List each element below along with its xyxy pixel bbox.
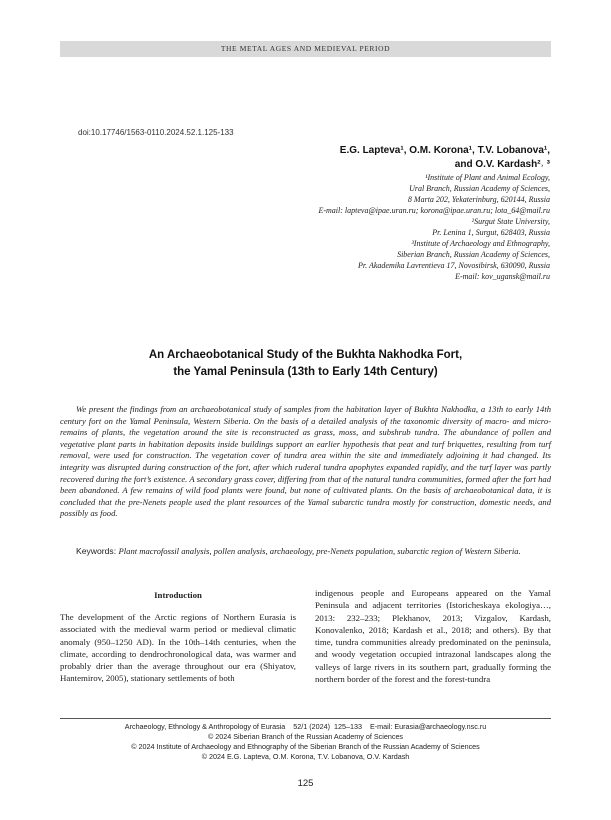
affiliation-line: Pr. Akademika Lavrentieva 17, Novosibirsk, 630090, Russia xyxy=(358,261,550,270)
affiliation-line: 8 Marta 202, Yekaterinburg, 620144, Russia xyxy=(407,195,550,204)
keywords xyxy=(60,546,551,558)
footer-divider xyxy=(60,718,551,719)
footer-journal-line: Archaeology, Ethnology & Anthropology of Eurasia 52/1 (2024) 125–133 E-mail: Eurasia@archaeology.nsc.ru xyxy=(124,722,487,731)
affiliation-line: Siberian Branch, Russian Academy of Sciences, xyxy=(397,250,550,259)
abstract: We present the findings from an archaeobotanical study of samples from the habitation layer of Bukhta Nakhodka, a 13th to early 14th century fort on the Yamal Peninsula, Western Siberia. On the basis of a detailed analysis of the taxonomic diversity of macro- and micro-remains of plants, the vegetation around the site is reconstructed as grass, moss, and subshrub tundra. The abundance of pollen and vegetative plant parts in habitation deposits inside buildings support an earlier hypothesis that peat and turf briquettes, resulting from turf removal, were used for construction. The vegetation cover of tundra area within the site and immediately adjoining it had changed. Its integrity was disrupted during construction of the fort, after which ruderal tundra apophytes expanded rapidly, and the turf layer was partly recovered during the fort’s existence. A secondary grass cover, differing from that of the natural tundra communities, formed after the fort had been abandoned. A few remains of wild food plants were found, but none of cultivated plants. On the basis of archaeobotanical data, it is concluded that the pre-Nenets people used the plant resources of the Yamal subarctic tundra mostly for construction, domestic needs, and possibly as food. xyxy=(60,404,551,519)
doi-link[interactable]: doi:10.17746/1563-0110.2024.52.1.125-133 xyxy=(78,128,234,137)
page-number: 125 xyxy=(297,778,314,789)
footer-copyright: © 2024 Siberian Branch of the Russian Academy of Sciences xyxy=(207,732,404,741)
footer-copyright: © 2024 Institute of Archaeology and Ethnography of the Siberian Branch of the Russian Academy of Sciences xyxy=(131,742,480,751)
running-header-title: THE METAL AGES AND MEDIEVAL PERIOD xyxy=(220,44,391,53)
article-title-line-2: the Yamal Peninsula (13th to Early 14th Century) xyxy=(173,366,438,378)
keywords-label: Keywords: xyxy=(76,546,119,556)
affiliation-line: ²Surgut State University, xyxy=(471,217,550,226)
article-title-line-1: An Archaeobotanical Study of the Bukhta Nakhodka Fort, xyxy=(148,349,463,361)
section-heading-introduction: Introduction xyxy=(154,590,202,600)
affiliation-line: Pr. Lenina 1, Surgut, 628403, Russia xyxy=(432,228,550,237)
affiliation-email[interactable]: E-mail: kov_ugansk@mail.ru xyxy=(455,272,550,281)
affiliation-line: Ural Branch, Russian Academy of Sciences, xyxy=(409,184,550,193)
affiliation-email[interactable]: E-mail: lapteva@ipae.uran.ru; korona@ipae.uran.ru; lota_64@mail.ru xyxy=(318,206,550,215)
body-text-left-column: The development of the Arctic regions of Northern Eurasia is associated with the medieval warm period or medieval climatic anomaly (950–1250 AD). In the 10th–14th centuries, when the climate, according to dendrochronological data, was warmer and probably drier than the average throughout our era (Shiyatov, Hantemirov, 2005), stationary settlements of both xyxy=(60,612,296,684)
affiliation-line: ¹Institute of Plant and Animal Ecology, xyxy=(425,173,550,182)
body-text-right-column: indigenous people and Europeans appeared on the Yamal Peninsula and adjacent territories (Istoricheskaya ekologiya…, 2013: 232–233; Plekhanov, 2013; Vizgalov, Kardash, Konovalenko, 2018; Kardash et al., 2018; and others). By that time, tundra communities already predominated on the peninsula, and woody vegetation occupied intrazonal landscapes along the valleys of large rivers in its southern part, gradually forming the northern border of the forest and the forest-tundra xyxy=(315,588,551,685)
authors-line-2: and O.V. Kardash²˒ ³ xyxy=(454,159,550,170)
authors-line-1: E.G. Lapteva¹, O.M. Korona¹, T.V. Lobanova¹, xyxy=(339,145,550,156)
affiliation-line: ³Institute of Archaeology and Ethnography, xyxy=(411,239,550,248)
keywords-text: Plant macrofossil analysis, pollen analysis, archaeology, pre-Nenets population, subarctic region of Western Siberia. xyxy=(118,546,521,556)
footer-copyright: © 2024 E.G. Lapteva, O.M. Korona, T.V. Lobanova, O.V. Kardash xyxy=(201,752,410,761)
